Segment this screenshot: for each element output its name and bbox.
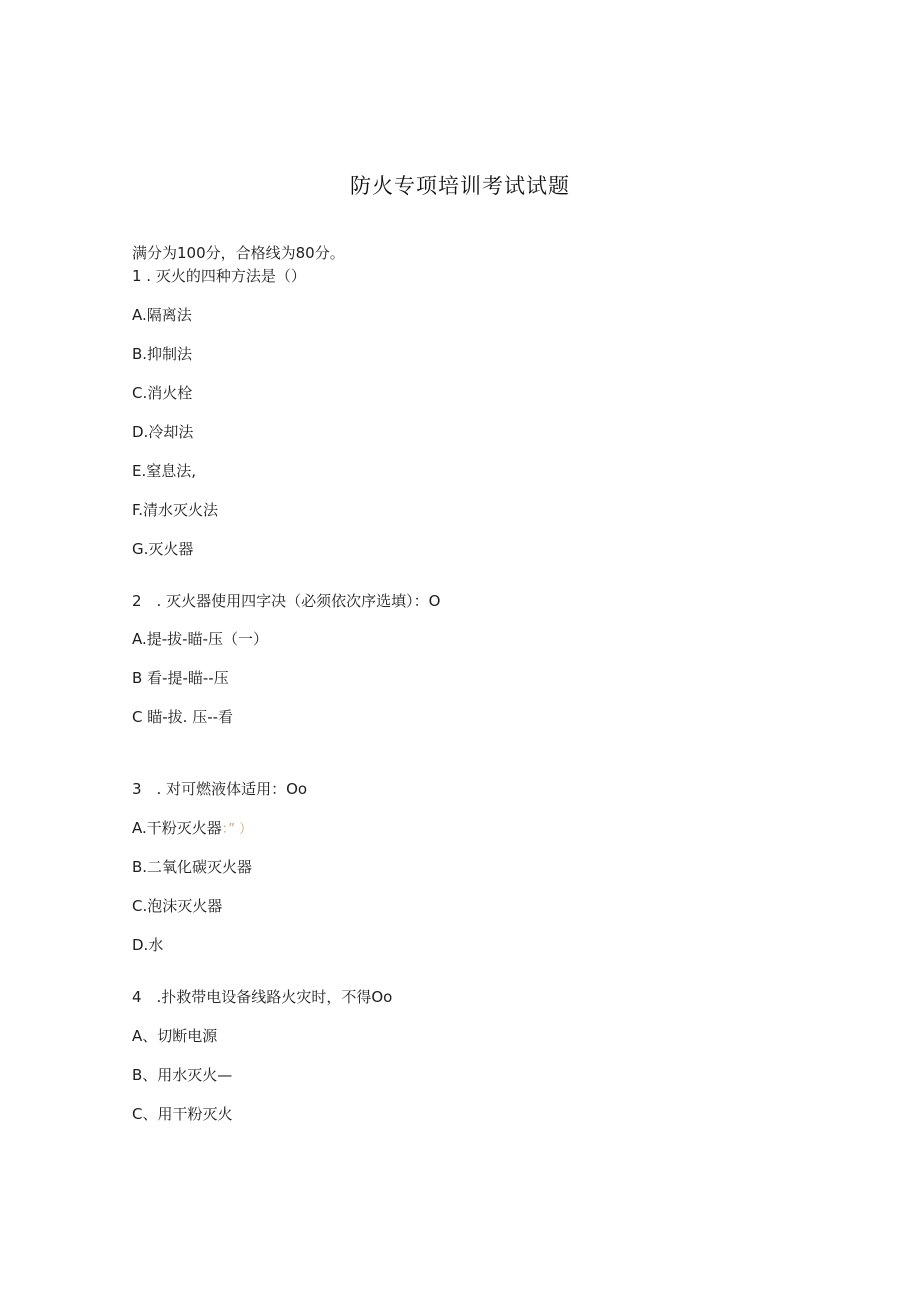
q1-option-a: A.隔离法 bbox=[132, 306, 192, 324]
q3-option-a-faint-mark: ：” ） bbox=[221, 822, 253, 837]
q4-option-a: A、切断电源 bbox=[132, 1027, 218, 1045]
q1-option-c: C.消火栓 bbox=[132, 384, 193, 402]
q2-option-a: A.提-拔-瞄-压（一） bbox=[132, 630, 269, 648]
question-3-stem: 3 . 对可燃液体适用：Oo bbox=[132, 780, 308, 798]
q3-option-c: C.泡沫灭火器 bbox=[132, 897, 223, 915]
q4-option-c: C、用干粉灭火 bbox=[132, 1105, 233, 1123]
q3-option-d: D.水 bbox=[132, 936, 164, 954]
q2-option-b: B 看-提-瞄--压 bbox=[132, 669, 229, 687]
q1-option-e: E.窒息法, bbox=[132, 462, 197, 480]
q1-option-b: B.抑制法 bbox=[132, 345, 193, 363]
question-4-stem: 4 .扑救带电设备线路火灾时，不得Oo bbox=[132, 988, 393, 1006]
q1-option-d: D.冷却法 bbox=[132, 423, 194, 441]
q4-option-b: B、用水灭火— bbox=[132, 1066, 233, 1084]
q1-option-f: F.清水灭火法 bbox=[132, 501, 218, 519]
q3-option-a: A.干粉灭火器 bbox=[132, 819, 222, 837]
question-1-stem: 1 . 灭火的四种方法是（） bbox=[132, 267, 306, 285]
q3-option-b: B.二氧化碳灭火器 bbox=[132, 858, 253, 876]
score-intro: 满分为100分，合格线为80分。 bbox=[132, 244, 345, 262]
q1-option-g: G.灭火器 bbox=[132, 540, 194, 558]
q3-option-a-row bbox=[132, 818, 252, 840]
question-2-stem: 2 . 灭火器使用四字决（必须依次序选填）：O bbox=[132, 592, 441, 610]
q2-option-c: C 瞄-拔. 压--看 bbox=[132, 708, 234, 726]
page-title: 防火专项培训考试试题 bbox=[350, 174, 570, 198]
